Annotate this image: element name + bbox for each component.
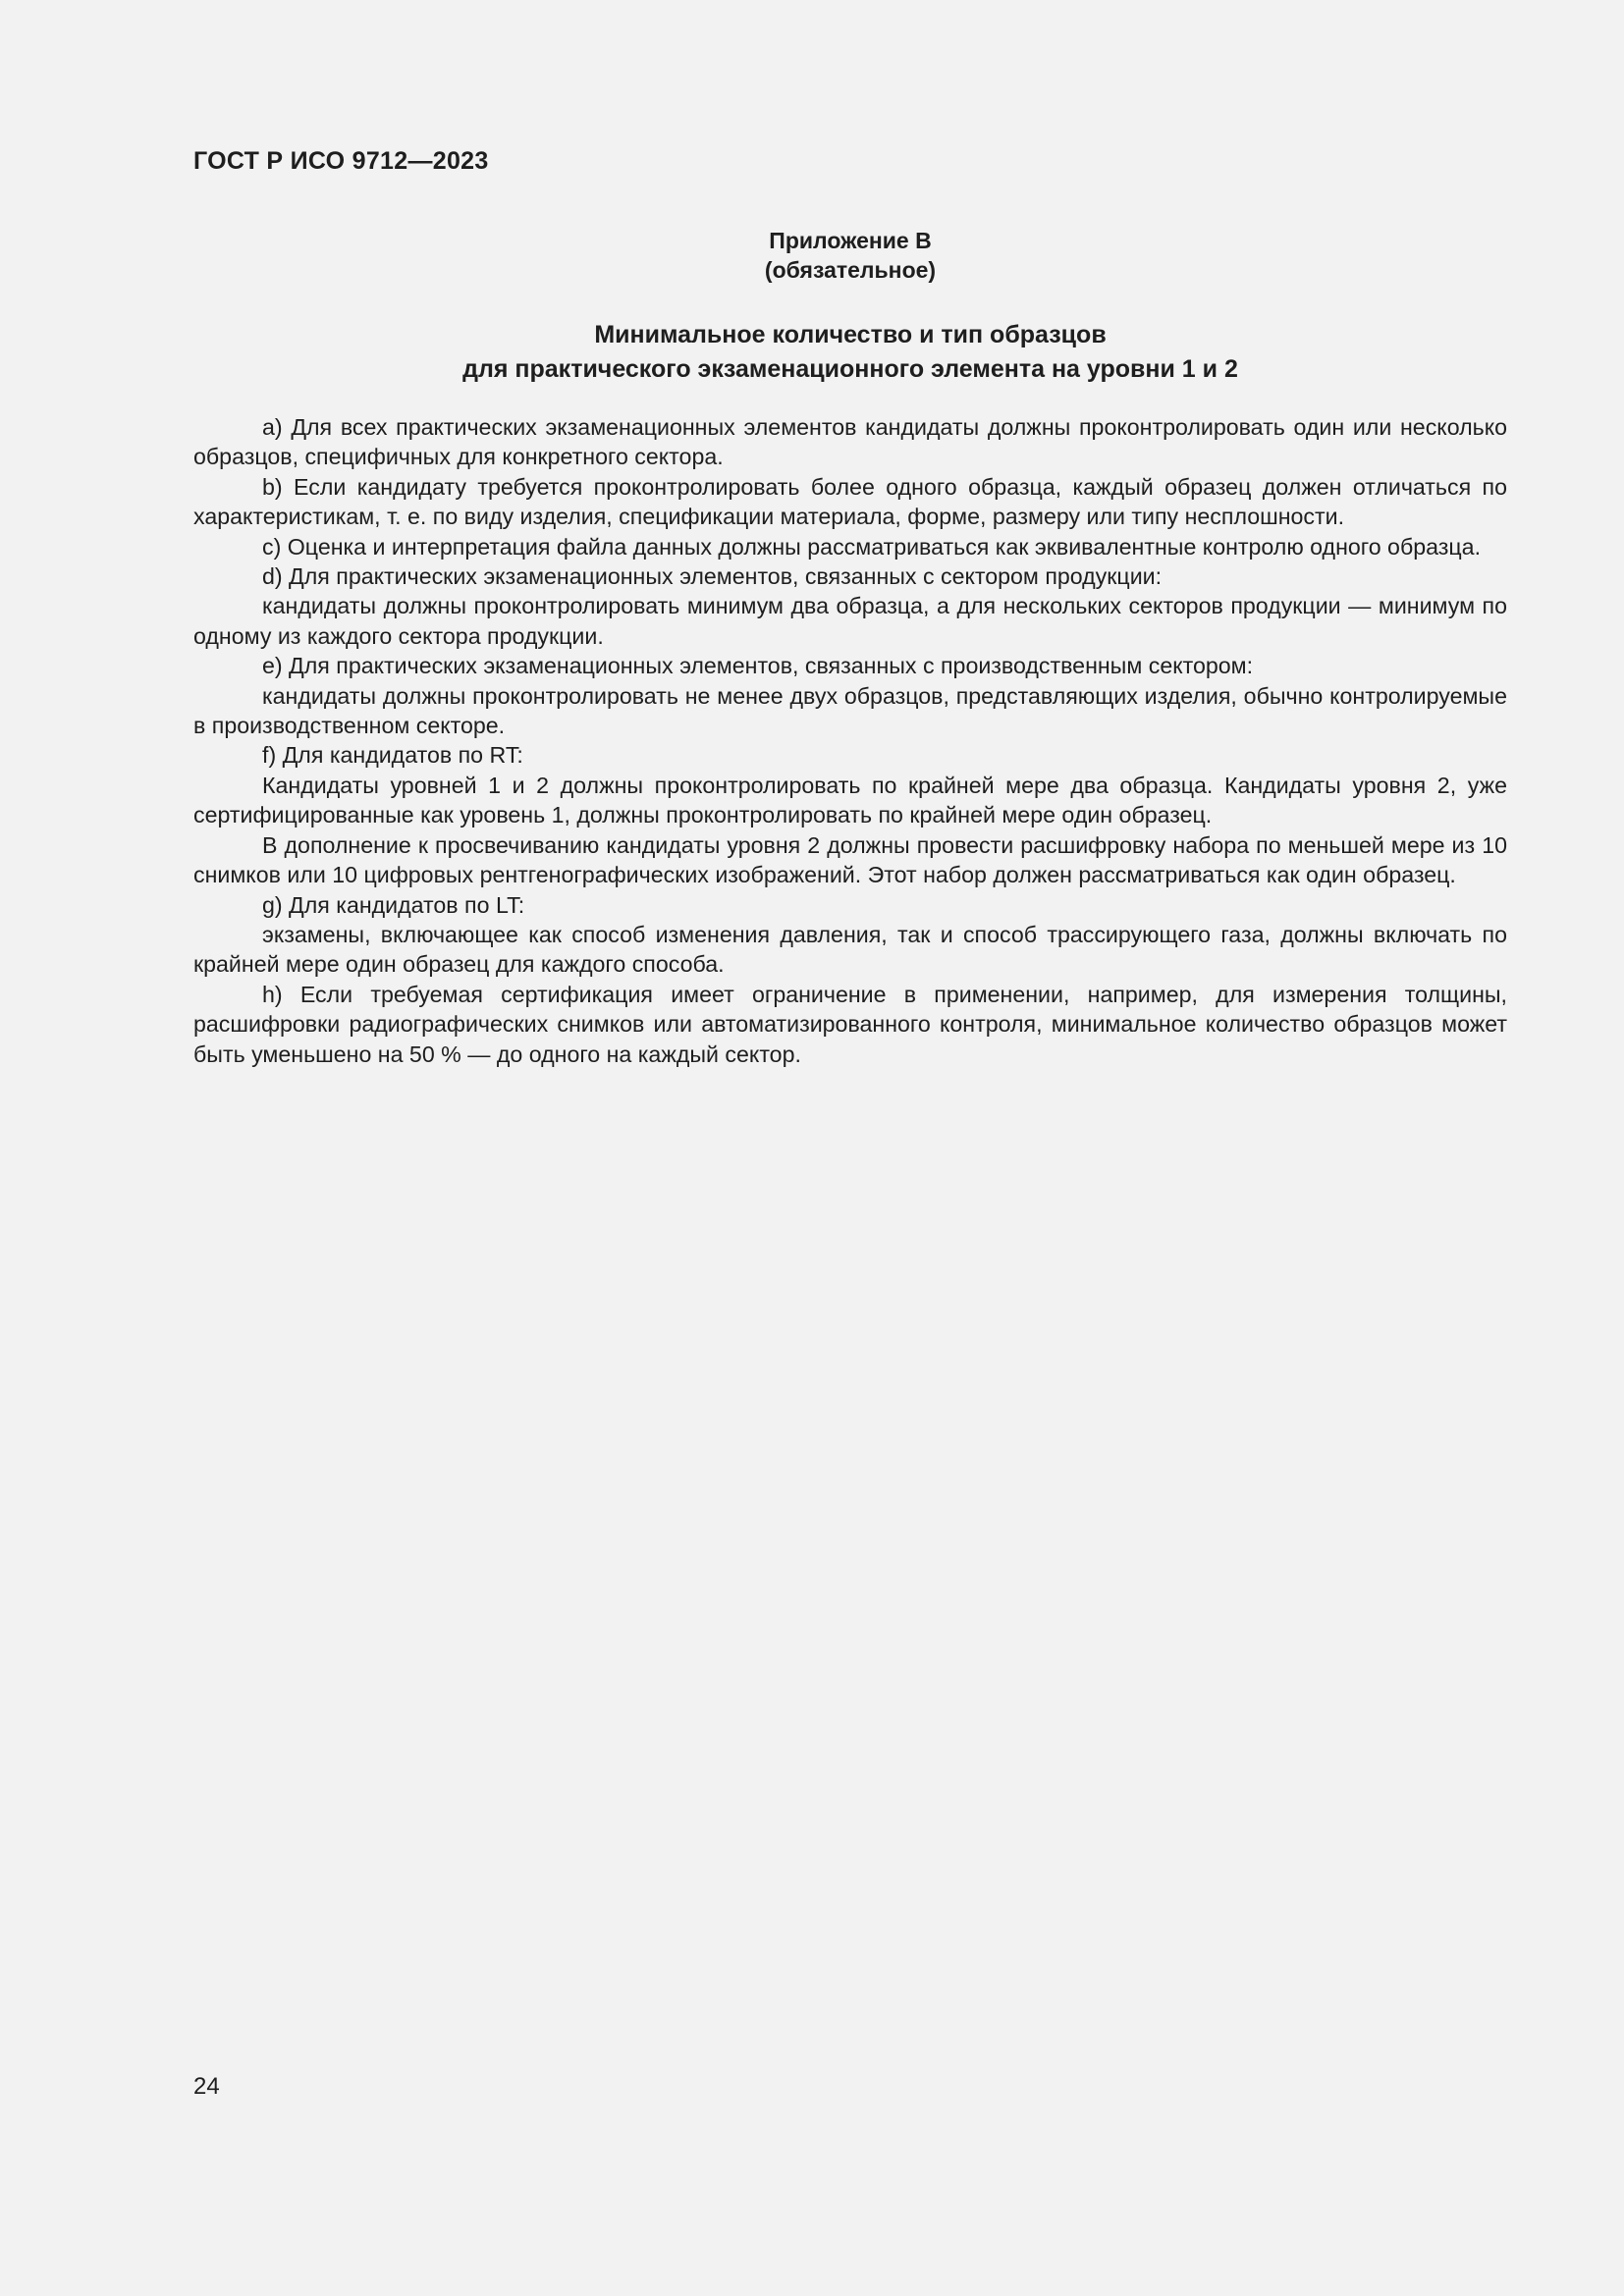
paragraph-e-detail: кандидаты должны проконтролировать не менее двух образцов, представляющих изделия, обычно контролируемые в производственном секторе. <box>193 682 1507 739</box>
paragraph-e: e) Для практических экзаменационных элементов, связанных с производственным сектором: <box>262 653 1254 679</box>
paragraph-f-detail-2: В дополнение к просвечиванию кандидаты уровня 2 должны провести расшифровку набора по меньшей мере из 10 снимков или 10 цифровых рентгенографических изображений. Этот набор должен рассматриваться как один образец. <box>193 831 1507 888</box>
page-number: 24 <box>193 2073 220 2100</box>
annex-title-line-2: для практического экзаменационного элемента на уровни 1 и 2 <box>462 355 1238 383</box>
annex-body <box>193 412 1507 1069</box>
paragraph-g-detail: экзамены, включающее как способ изменения давления, так и способ трассирующего газа, должны включать по крайней мере один образец для каждого способа. <box>193 921 1507 978</box>
paragraph-g: g) Для кандидатов по LT: <box>262 891 525 918</box>
annex-title-line-1: Минимальное количество и тип образцов <box>594 321 1107 348</box>
paragraph-f: f) Для кандидатов по RT: <box>262 742 523 769</box>
paragraph-d: d) Для практических экзаменационных элементов, связанных с сектором продукции: <box>262 563 1163 590</box>
annex-heading <box>193 226 1507 285</box>
paragraph-a: a) Для всех практических экзаменационных элементов кандидаты должны проконтролировать один или несколько образцов, специфичных для конкретного сектора. <box>193 414 1507 470</box>
paragraph-h: h) Если требуемая сертификация имеет ограничение в применении, например, для измерения толщины, расшифровки радиографических снимков или автоматизированного контроля, минимальное количество образцов может быть уменьшено на 50 % — до одного на каждый сектор. <box>193 981 1507 1067</box>
document-code-header: ГОСТ Р ИСО 9712—2023 <box>193 147 489 175</box>
paragraph-d-detail: кандидаты должны проконтролировать минимум два образца, а для нескольких секторов продукции — минимум по одному из каждого сектора продукции. <box>193 593 1507 649</box>
paragraph-b: b) Если кандидату требуется проконтролировать более одного образца, каждый образец должен отличаться по характеристикам, т. е. по виду изделия, спецификации материала, форме, размеру или типу несплошности. <box>193 473 1507 530</box>
annex-label: Приложение B <box>769 228 932 253</box>
paragraph-c: c) Оценка и интерпретация файла данных должны рассматриваться как эквивалентные контролю одного образца. <box>262 533 1482 560</box>
annex-title <box>193 318 1507 387</box>
paragraph-f-detail-1: Кандидаты уровней 1 и 2 должны проконтролировать по крайней мере два образца. Кандидаты уровня 2, уже сертифицированные как уровень 1, должны проконтролировать по крайней мере один образец. <box>193 772 1507 828</box>
annex-status: (обязательное) <box>764 257 937 283</box>
